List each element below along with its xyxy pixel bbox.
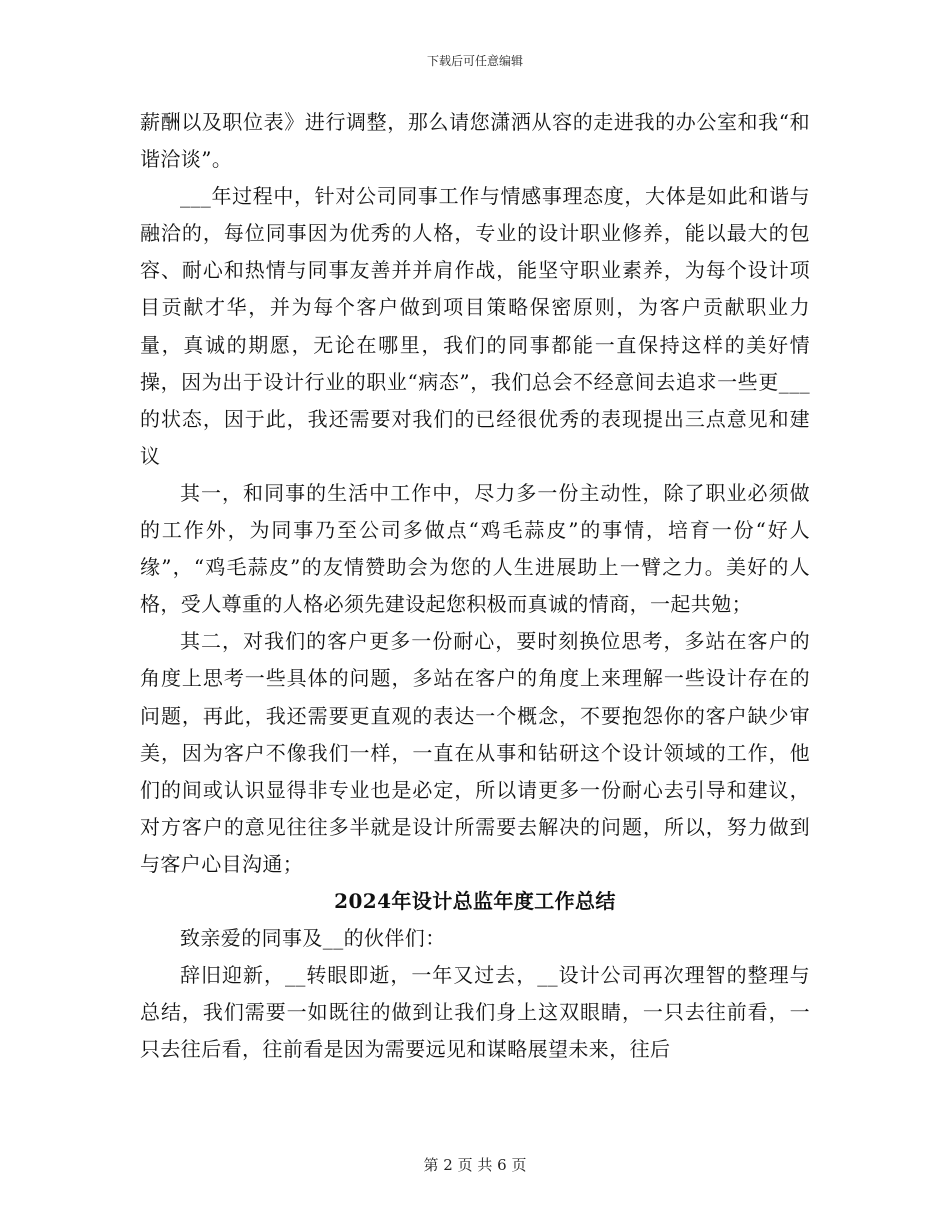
salutation-paragraph: 致亲爱的同事及__的伙伴们：: [180, 925, 446, 950]
paragraph-suggestion-two: 其二，对我们的客户更多一份耐心，要时刻换位思考，多站在客户的角度上思考一些具体的问题，多站在客户的角度上来理解一些设计存在的问题，再此，我还需要更直观的表达一个概念，不要抱怨你的客户缺少审美，因为客户不像我们一样，一直在从事和钻研这个设计领域的工作，他们的间或认识显得非专业也是必定，所以请更多一份耐心去引导和建议，对方客户的意见往往多半就是设计所需要去解决的问题，所以，努力做到与客户心目沟通；: [140, 629, 810, 876]
page-footer: 第 2 页 共 6 页: [423, 1156, 527, 1174]
paragraph-year-review: ___年过程中，针对公司同事工作与情感事理态度，大体是如此和谐与融洽的，每位同事因为优秀的人格，专业的设计职业修养，能以最大的包容、耐心和热情与同事友善并并肩作战，能坚守职业素养，为每个设计项目贡献才华，并为每个客户做到项目策略保密原则，为客户贡献职业力量，真诚的期愿，无论在哪里，我们的同事都能一直保持这样的美好情操，因为出于设计行业的职业“病态”，我们总会不经意间去追求一些更___的状态，因于此，我还需要对我们的已经很优秀的表现提出三点意见和建议: [140, 184, 810, 468]
document-body: [140, 104, 810, 1068]
intro-paragraph: 辞旧迎新，__转眼即逝，一年又过去，__设计公司再次理智的整理与总结，我们需要一如既往的做到让我们身上这双眼睛，一只去往前看，一只去往后看，往前看是因为需要远见和谋略展望未来，往后: [140, 963, 810, 1062]
section-title: 2024年设计总监年度工作总结: [334, 888, 616, 913]
paragraph-suggestion-one: 其一，和同事的生活中工作中，尽力多一份主动性，除了职业必须做的工作外，为同事乃至公司多做点“鸡毛蒜皮”的事情，培育一份“好人缘”，“鸡毛蒜皮”的友情赞助会为您的人生进展助上一臂之力。美好的人格，受人尊重的人格必须先建设起您积极而真诚的情商，一起共勉；: [140, 480, 810, 617]
paragraph-continuation: 薪酬以及职位表》进行调整，那么请您潇洒从容的走进我的办公室和我“和谐洽谈”。: [140, 110, 810, 172]
page-header: 下载后可任意编辑: [426, 54, 523, 68]
